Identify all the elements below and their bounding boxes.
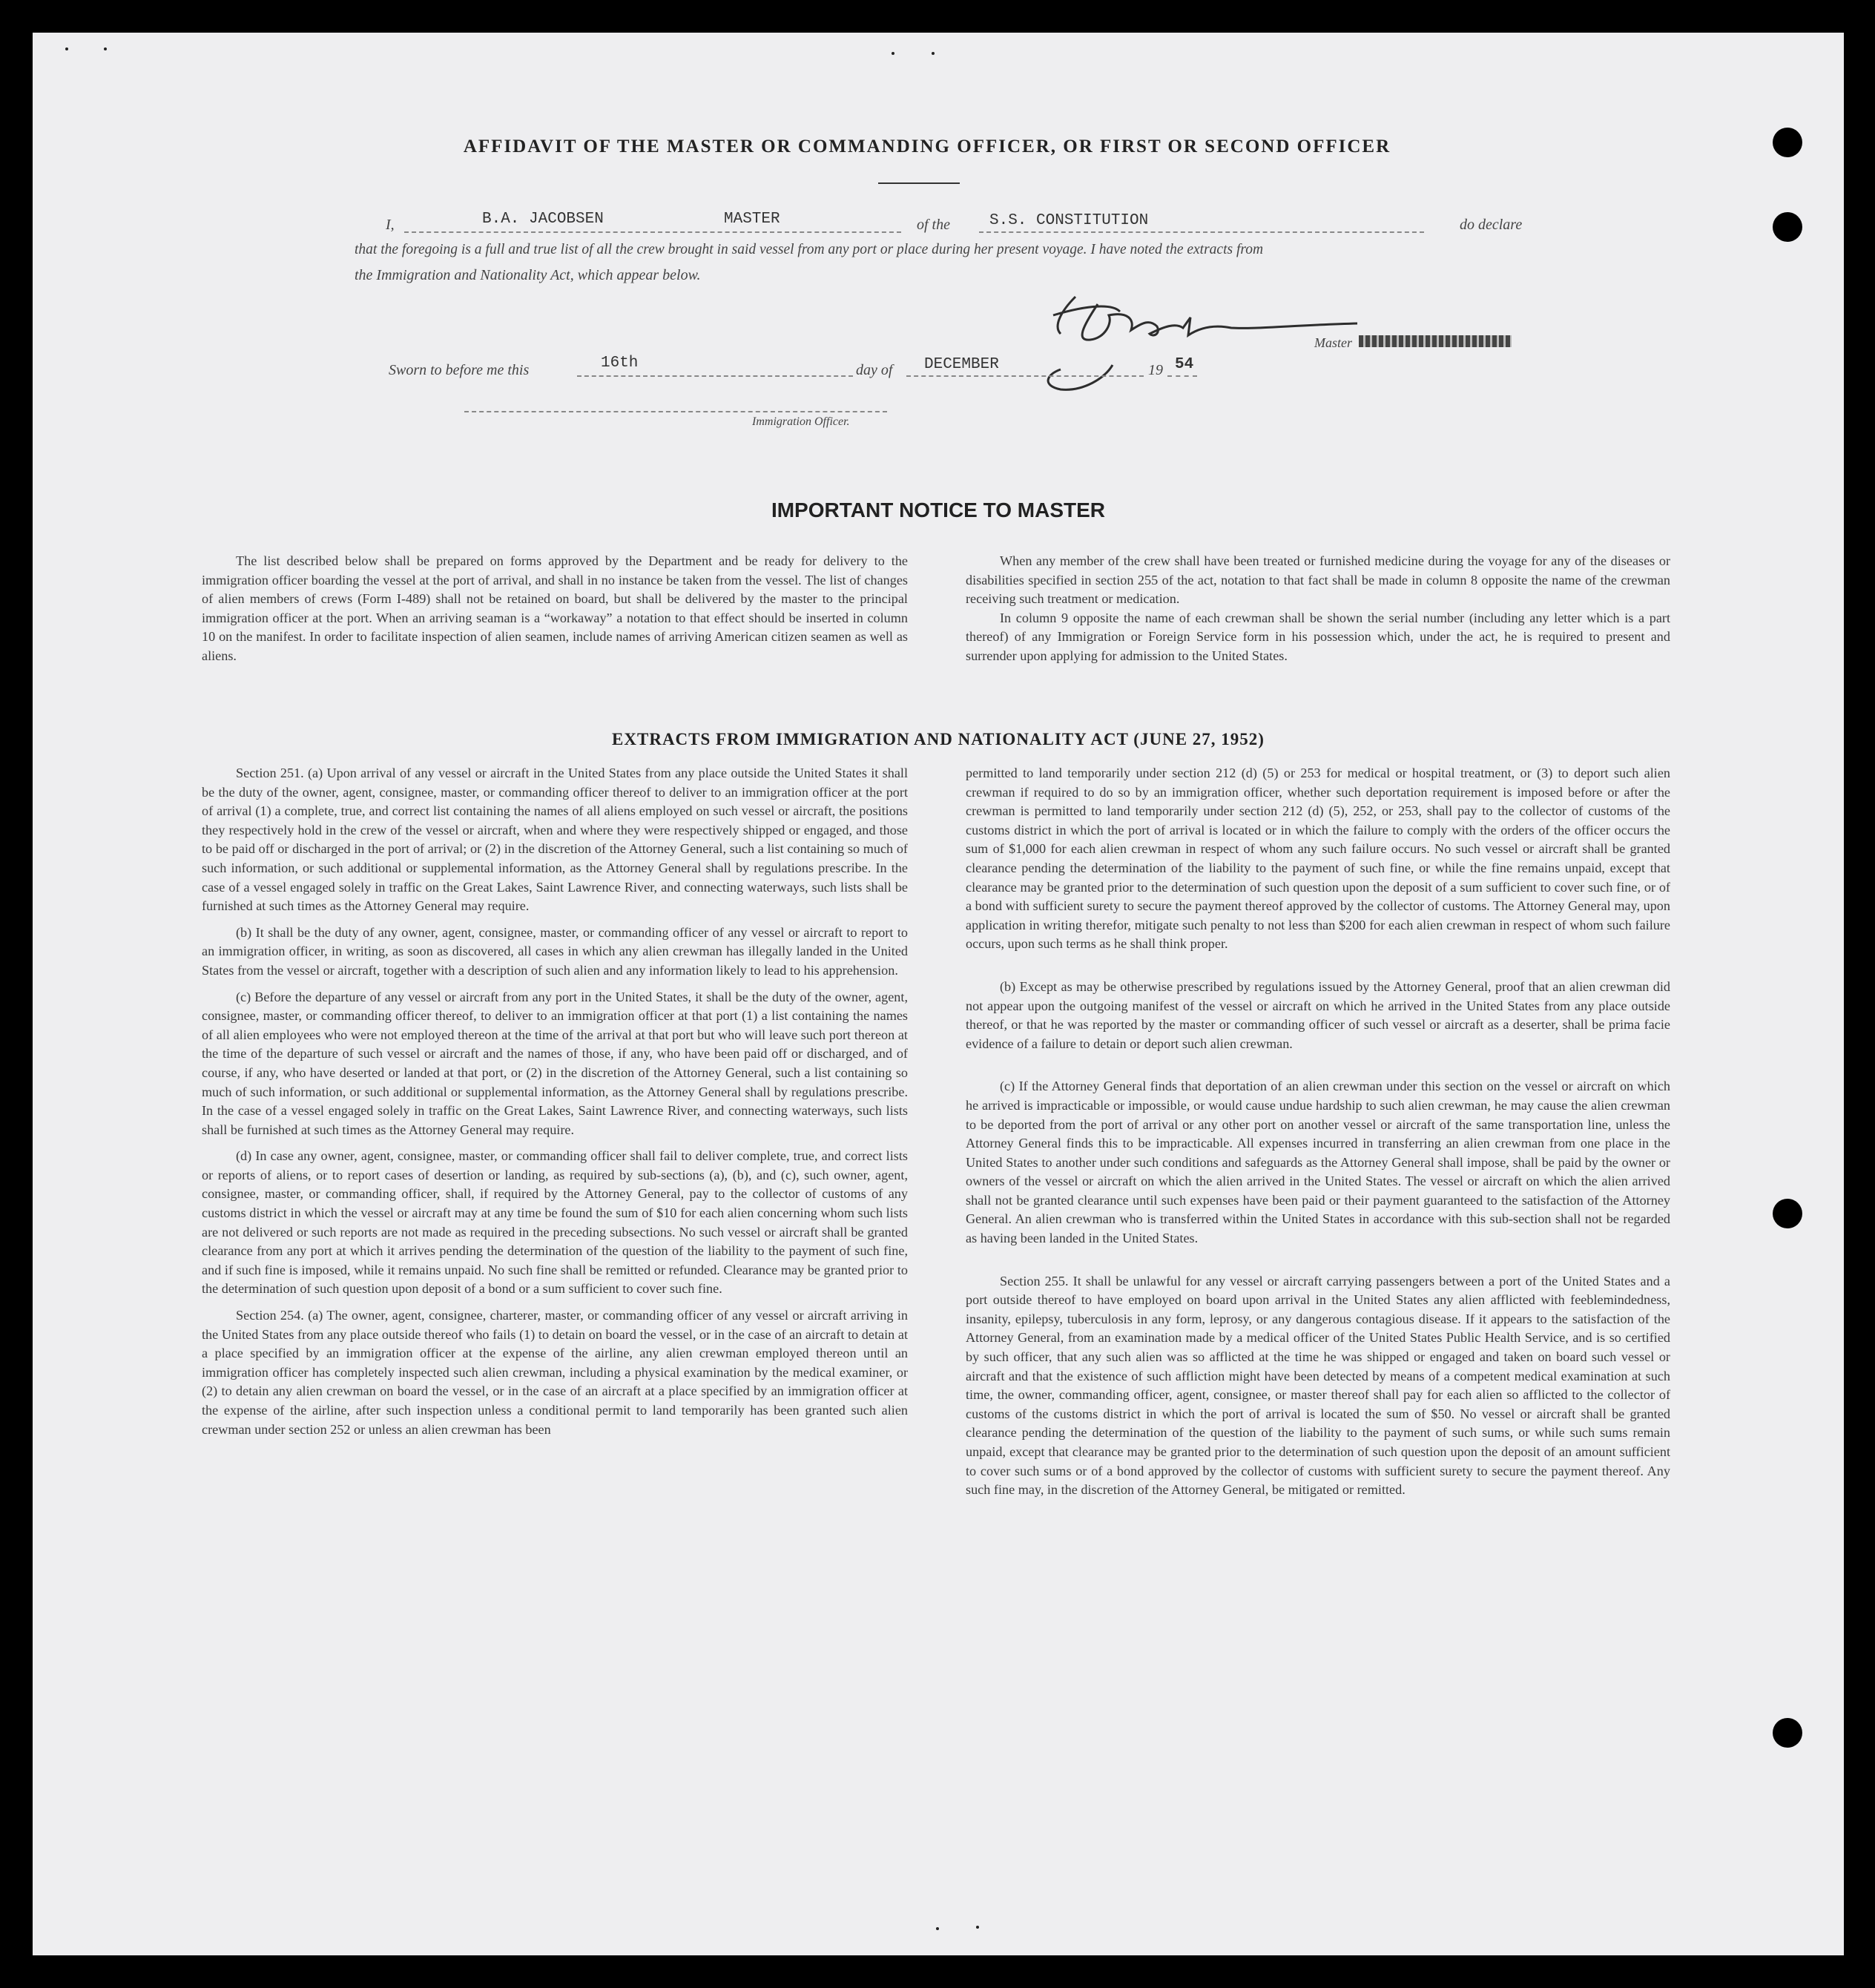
section-251-b: (b) It shall be the duty of any owner, agent, consignee, master, or commanding officer of any vessel or aircraft to report to an immigration officer, in writing, as soon as discovered, all cases in which any alien crewman has illegally landed in the United States from the vessel or aircraft, together with a description of such alien and any information likely to lead to his apprehension. <box>202 924 908 978</box>
vessel-line <box>979 231 1424 233</box>
master-rank: MASTER <box>724 211 780 228</box>
speck <box>936 1927 939 1930</box>
of-the-label: of the <box>917 217 950 233</box>
section-251-a: Section 251. (a) Upon arrival of any vessel or aircraft in the United States from any place outside the United States it shall be the duty of the owner, agent, consignee, master, or commanding officer thereof to deliver to an immigration officer at the port of arrival (1) a complete, true, and correct list containing the names of all aliens employed on such vessel or aircraft, the positions they respectively hold in the crew of the vessel or aircraft, when and where they were respectively shipped or engaged, and those to be paid off or discharged in the port of arrival; or (2) in the discretion of the Attorney General, such a list containing so much of such information, or such additional or supplemental information, as the Attorney General shall by regulations prescribe. In the case of a vessel engaged solely in traffic on the Great Lakes, Saint Lawrence River, and connecting waterways, such lists shall be furnished at such times as the Attorney General may require. <box>202 766 908 914</box>
day-of-label: day of <box>856 362 893 378</box>
title-underline <box>878 182 960 184</box>
struck-out-text <box>1359 335 1512 347</box>
sworn-month-line <box>906 375 1144 377</box>
section-251-d: (d) In case any owner, agent, consignee, master, or commanding officer shall fail to deliver complete, true, and correct lists or reports of aliens, or to report cases of desertion or landing, as required by sub-sections (a), (b), and (c), such owner, agent, consignee, master, or commanding officer, shall, if required by the Attorney General, pay to the collector of customs of any customs district in which the vessel or aircraft may at any time be found the sum of $10 for each alien concerning whom such lists are not delivered or such reports are not made as required in the preceding subsections. No such vessel or aircraft shall be granted clearance from any port at which it arrives pending the determination of the question of the liability to the payment of such fine, and if such fine is imposed, while it remains unpaid. No such fine shall be remitted or refunded. Clearance may be granted prior to the determination of such question upon deposit of a bond or a sum sufficient to cover such fine. <box>202 1148 908 1297</box>
vessel-name: S.S. CONSTITUTION <box>989 212 1149 229</box>
affidavit-title: AFFIDAVIT OF THE MASTER OR COMMANDING OFFICER, OR FIRST OR SECOND OFFICER <box>463 136 1391 157</box>
signature-caption: Master <box>1314 335 1352 350</box>
sworn-label: Sworn to before me this <box>389 362 530 378</box>
sworn-year: 54 <box>1175 356 1194 373</box>
sworn-day: 16th <box>601 355 639 372</box>
notice-title: IMPORTANT NOTICE TO MASTER <box>771 498 1106 521</box>
notice-right-column <box>966 552 1670 674</box>
year-line <box>1167 375 1197 377</box>
immigration-officer-caption: Immigration Officer. <box>752 415 850 428</box>
sworn-day-line <box>577 375 853 377</box>
year-prefix: 19 <box>1148 362 1163 378</box>
section-254-c: (c) If the Attorney General finds that deportation of an alien crewman under this section on the vessel or aircraft on which he arrived is impracticable or impossible, or would cause undue hardship to such alien crewman, he may cause the alien crewman to be deported from the port of arrival or any other port on another vessel or aircraft of the same transportation line, unless the Attorney General finds this to be impracticable. All expenses incurred in transferring an alien crewman from one place in the United States to another under such conditions and safeguards as the Attorney General shall impose, shall be paid by the owner or owners of the vessel or aircraft on which the alien arrived in the United States. The vessel or aircraft on which the alien arrived shall not be granted clearance until such expenses have been paid or their payment guaranteed to the satisfaction of the Attorney General. An alien crewman who is transferred within the United States in accordance with this sub-section shall not be regarded as having been landed in the United States. <box>966 1079 1670 1246</box>
section-254-b: (b) Except as may be otherwise prescribed by regulations issued by the Attorney General, proof that an alien crewman did not appear upon the outgoing manifest of the vessel or aircraft on which he arrived in the United States from any place outside thereof, or that he was reported by the master or commanding officer of such vessel or aircraft as a deserter, shall be prima facie evidence of a failure to detain or deport such alien crewman. <box>966 978 1670 1051</box>
extracts-left-column <box>202 764 908 1446</box>
declaration-line-2: that the foregoing is a full and true list of all the crew brought in said vessel from any port or place during her present voyage. I have noted the extracts from <box>355 242 1264 257</box>
speck <box>104 47 107 50</box>
name-line <box>404 231 901 233</box>
notice-left-column <box>202 552 908 674</box>
prefix-i: I, <box>386 217 395 233</box>
section-254-a-cont: permitted to land temporarily under section 212 (d) (5) or 253 for medical or hospital treatment, or (3) to deport such alien crewman if required to do so by an immigration officer, whether such deportation requirement is imposed before or after the crewman is permitted to land temporarily under section 212 (d) (5), 252, or 253, shall pay to the collector of customs of the customs district in which the port of arrival is located or in which the failure to comply with the orders of the officer occurs the sum of $1,000 for each alien crewman in respect of whom any such failure occurs. No such vessel or aircraft shall be granted clearance pending the determination of the liability to the payment of such fine, or while the fine remains unpaid, except that clearance may be granted prior to the determination of such question upon the deposit of a sum sufficient to cover such fine, or of a bond with sufficient surety to secure the payment thereof approved by the collector of customs. The Attorney General may, upon application in writing therefor, mitigate such penalty to not less than $200 for each alien crewman in respect of whom such failure occurs, upon such terms as he shall think proper. <box>966 766 1670 952</box>
notice-paragraph: When any member of the crew shall have been treated or furnished medicine during the voyage for any of the diseases or disabilities specified in section 255 of the act, notation to that fact shall be made in column 8 opposite the name of the crewman receiving such treatment or medication. <box>966 553 1670 607</box>
notice-paragraph: In column 9 opposite the name of each crewman shall be shown the serial number (including any letter which is a part thereof) of any Immigration or Foreign Service form in his possession which, under the act, he is required to present and surrender upon applying for admission to the United States. <box>966 610 1670 663</box>
punch-hole <box>1773 1718 1802 1748</box>
section-251-c: (c) Before the departure of any vessel or aircraft from any port in the United States, it shall be the duty of the owner, agent, consignee, master, or commanding officer thereof, to deliver to an immigration officer at that port (1) a list containing the names of all alien employees who were not employed thereon at the time of the arrival at that port but who will leave such port thereon at the time of the departure of such vessel or aircraft and the names of those, if any, who have been paid off or discharged, and of course, if any, who have deserted or landed at that port, or (2) in the discretion of the Attorney General, such a list containing so much of such information, or such additional or supplemental information, as the Attorney General shall by regulations prescribe. In the case of a vessel engaged solely in traffic on the Great Lakes, Saint Lawrence River, and connecting waterways, such lists shall be furnished at such times as the Attorney General may require. <box>202 989 908 1137</box>
extracts-title: EXTRACTS FROM IMMIGRATION AND NATIONALITY ACT (JUNE 27, 1952) <box>612 730 1265 748</box>
speck <box>65 47 68 50</box>
section-255: Section 255. It shall be unlawful for any vessel or aircraft carrying passengers between a port of the United States and a port outside thereof to have employed on board upon arrival in the United States any alien afflicted with feeblemindedness, insanity, epilepsy, tuberculosis in any form, leprosy, or any dangerous contagious disease. If it appears to the satisfaction of the Attorney General, from an examination made by a medical officer of the United States Public Health Service, and is so certified by such officer, that any such alien was so afflicted at the time he was shipped or engaged and taken on board such vessel or aircraft and that the existence of such affliction might have been detected by means of a competent medical examination at such time, the owner, commanding officer, agent, consignee, or master thereof shall pay for each alien so afflicted to the collector of customs of the customs district in which the port of arrival is located the sum of $50. No vessel or aircraft shall be granted clearance pending the determination of the question of the liability to the payment of such sums, or while such sums remain unpaid, except that clearance may be granted prior to the determination of such question upon the deposit of an amount sufficient to cover such sums or of a bond approved by the collector of customs with sufficient surety to secure the payment thereof. Any such fine may, in the discretion of the Attorney General, be mitigated or remitted. <box>966 1273 1670 1498</box>
extracts-right-column <box>966 764 1670 1507</box>
do-declare-label: do declare <box>1460 217 1523 233</box>
notice-paragraph: The list described below shall be prepared on forms approved by the Department and be ready for delivery to the immigration officer boarding the vessel at the port of arrival, and shall in no instance be taken from the vessel. The list of changes of alien members of crews (Form I-489) shall not be retained on board, but shall be delivered by the master to the principal immigration officer at the port. When an arriving seaman is a “workaway” a notation to that effect should be inserted in column 10 on the manifest. In order to facilitate inspection of alien seamen, include names of arriving American citizen seamen as well as aliens. <box>202 553 908 663</box>
master-name: B.A. JACOBSEN <box>482 211 604 228</box>
punch-hole <box>1773 1199 1802 1228</box>
punch-hole <box>1773 128 1802 157</box>
speck <box>892 52 894 55</box>
punch-hole <box>1773 212 1802 242</box>
sworn-month: DECEMBER <box>924 356 999 373</box>
immigration-officer-line <box>464 411 887 412</box>
speck <box>976 1926 979 1929</box>
section-254-a: Section 254. (a) The owner, agent, consignee, charterer, master, or commanding officer of any vessel or aircraft arriving in the United States from any place outside thereof who fails (1) to detain on board the vessel, or in the case of an aircraft to detain at a place specified by an immigration officer at the expense of the airline, any alien crewman employed thereon until an immigration officer has completely inspected such alien crewman, including a physical examination by the medical examiner, or (2) to detain any alien crewman on board the vessel, or in the case of an aircraft at a place specified by an immigration officer at the expense of the airline, after such inspection unless a conditional permit to land temporarily has been granted such alien crewman under section 252 or unless an alien crewman has been <box>202 1308 908 1437</box>
declaration-line-3: the Immigration and Nationality Act, which appear below. <box>355 267 701 283</box>
speck <box>932 52 935 55</box>
